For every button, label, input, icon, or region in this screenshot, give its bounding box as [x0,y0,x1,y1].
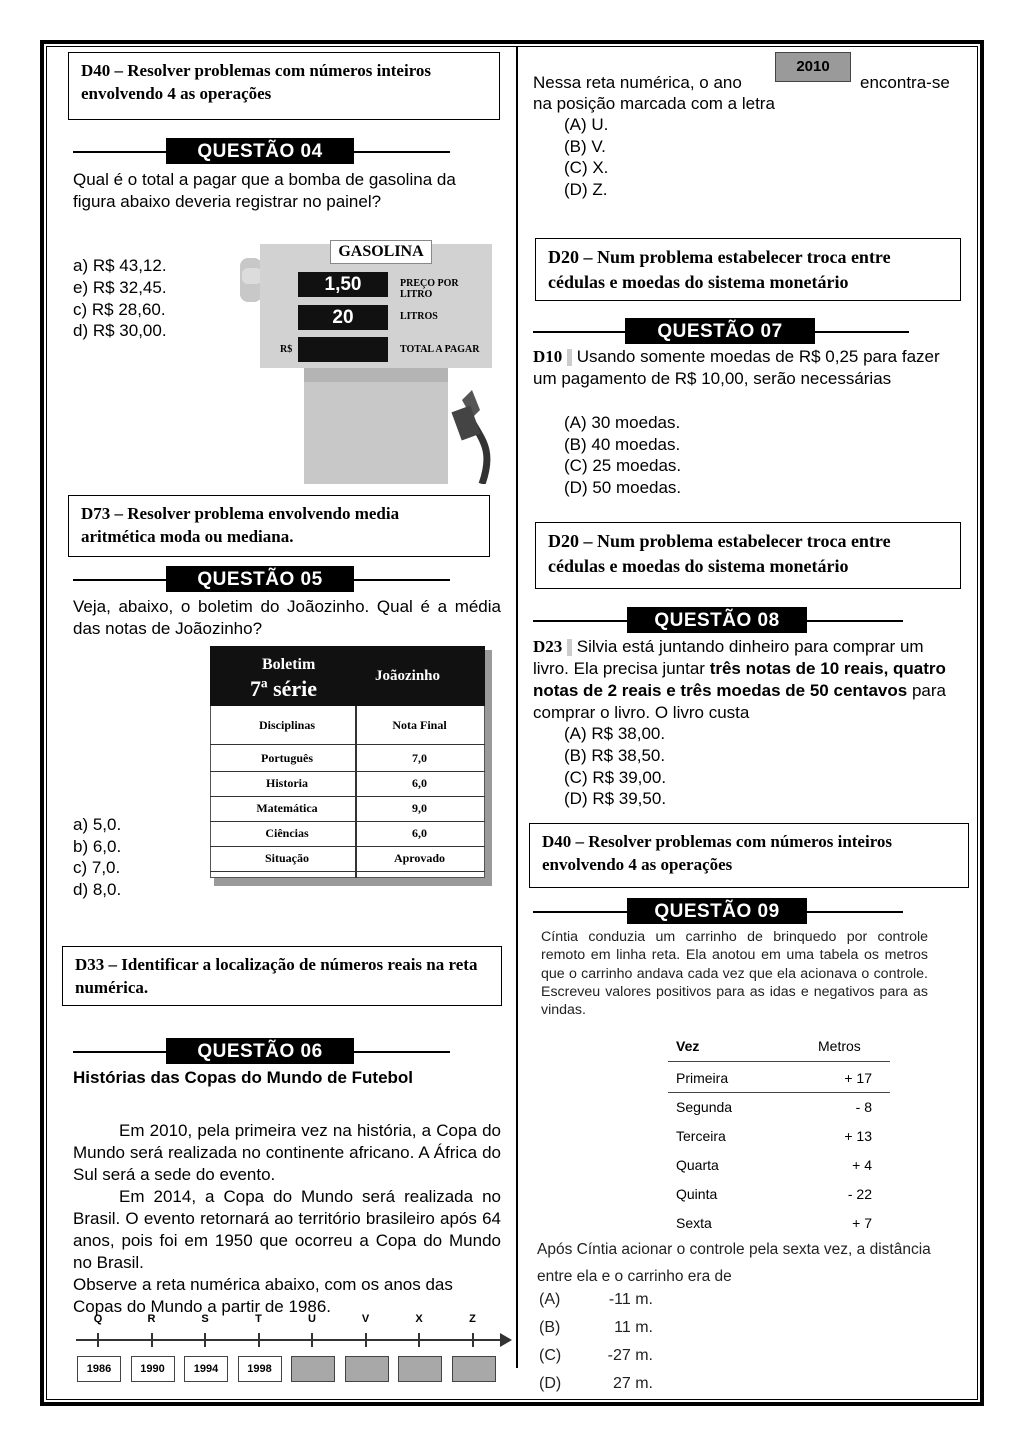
number-line-letter: Q [93,1313,103,1325]
report-row [210,821,485,847]
question-04-text: Qual é o total a pagar que a bomba de gasolina da figura abaixo deveria registrar no painel? [73,170,456,211]
question-09-text: Cíntia conduzia um carrinho de brinquedo por controle remoto em linha reta. Ela anotou em uma tabela os metros que o carrinho andava cada vez que ela acionava o controle. Escreveu valores positivos para as idas e negativos para as vindas. [541,929,928,1019]
q6-option-a[interactable]: (A) U. [564,115,609,134]
q9-table [668,1032,890,1242]
q7-code: D10 [533,347,563,366]
report-row [210,771,485,797]
q9-row-metros: + 13 [844,1128,872,1144]
q4-option-d[interactable]: d) R$ 30,00. [73,321,167,340]
report-student-name: Joãozinho [375,668,441,684]
q8-option-a[interactable]: (A) R$ 38,00. [564,724,666,743]
number-line-year-box: 1990 [131,1356,175,1382]
q9-row-metros: + 17 [844,1070,872,1086]
q9-row-vez: Segunda [676,1099,733,1115]
q5-option-c[interactable]: c) 7,0. [73,858,121,877]
q8-bold-3: centavos [833,681,908,700]
q9-row-vez: Primeira [676,1070,729,1086]
pump-title: GASOLINA [330,240,432,264]
number-line-letter: S [201,1313,209,1325]
number-line-tick [311,1333,313,1347]
number-line-letter: X [415,1313,423,1325]
pump-total-label: TOTAL A PAGAR [400,344,480,355]
question-06-paragraph-3: Observe a reta numérica abaixo, com os anos das Copas do Mundo a partir de 1986. [73,1275,453,1316]
pump-liters-display: 20 [298,305,388,330]
report-grade: 6,0 [412,776,427,790]
question-05-label: QUESTÃO 05 [166,566,354,592]
q8-bold-1: três notas de 10 reais, [709,659,889,678]
q7-text-first: Usando somente moedas de R$ 0,25 para [576,347,898,366]
number-line-letter: Z [469,1313,476,1325]
q9-col-metros: Metros [818,1038,861,1054]
q9-row-metros: + 4 [852,1157,872,1173]
q9-row-separator [668,1092,890,1093]
report-subject: Situação [264,851,309,865]
report-subject: Português [261,751,313,765]
descriptor-d40: D40 – Resolver problemas com números inteiros envolvendo 4 as operações [68,52,500,120]
number-line-blank-box [452,1356,496,1382]
q8-option-c[interactable]: (C) R$ 39,00. [564,768,667,787]
q9-option-value: -27 m. [607,1347,653,1364]
q6-continuation-text-a: Nessa reta numérica, o ano [533,73,742,92]
question-06-paragraph-1: Em 2010, pela primeira vez na história, a Copa do Mundo será realizada no continente africano. A África do Sul será a sede do evento. [73,1121,501,1184]
number-line-blank-box [291,1356,335,1382]
report-col-nota: Nota Final [392,718,447,732]
report-grade: 6,0 [412,826,427,840]
question-07-text [533,346,963,390]
q8-bold-2: quatro notas de 2 reais e três moedas de 50 [533,659,946,700]
pump-price-label: PREÇO POR LITRO [400,278,459,300]
q9-option[interactable] [539,1319,653,1337]
q8-option-d[interactable]: (D) R$ 39,50. [564,789,667,808]
q7-option-a[interactable]: (A) 30 moedas. [564,413,681,432]
number-line-tick [418,1333,420,1347]
report-grade: 9,0 [412,801,427,815]
q5-option-b[interactable]: b) 6,0. [73,837,122,856]
number-line-blank-box [398,1356,442,1382]
question-09-header [533,898,903,924]
question-06-title: Histórias das Copas do Mundo de Futebol [73,1068,414,1087]
question-05-header [73,566,450,592]
q9-option-letter: (C) [539,1347,562,1364]
q9-row-vez: Quarta [676,1157,719,1173]
descriptor-d40-b: D40 – Resolver problemas com números inteiros envolvendo 4 as operações [529,823,969,888]
q8-option-b[interactable]: (B) R$ 38,50. [564,746,666,765]
report-row [210,796,485,822]
number-line-year-box: 1994 [184,1356,228,1382]
number-line-tick [204,1333,206,1347]
report-subject: Ciências [265,826,309,840]
q6-option-d[interactable]: (D) Z. [564,180,608,199]
q5-option-a[interactable]: a) 5,0. [73,815,122,834]
q7-option-b[interactable]: (B) 40 moedas. [564,435,681,454]
q6-option-b[interactable]: (B) V. [564,137,606,156]
q9-option-letter: (B) [539,1319,561,1336]
q8-text-2: um livro. Ela precisa juntar [533,637,924,678]
report-row [210,846,485,872]
question-06-header [73,1038,450,1064]
number-line-letter: R [147,1313,156,1325]
q8-text-end: para comprar o livro. O livro custa [533,681,946,722]
pump-price-display: 1,50 [298,272,388,297]
report-col-disciplinas: Disciplinas [258,718,315,732]
report-card [210,646,490,886]
q7-option-d[interactable]: (D) 50 moedas. [564,478,682,497]
number-line-year-box: 1986 [77,1356,121,1382]
q7-option-c[interactable]: (C) 25 moedas. [564,456,682,475]
number-line-letter: T [255,1313,262,1325]
number-line-letter: V [361,1313,370,1325]
descriptor-d73: D73 – Resolver problema envolvendo media aritmética moda ou mediana. [68,495,490,557]
number-line-tick [365,1333,367,1347]
question-07-label: QUESTÃO 07 [625,318,815,344]
question-06-label: QUESTÃO 06 [166,1038,354,1064]
q9-option-value: 11 m. [614,1319,653,1336]
q8-text-first: Silvia está juntando dinheiro para comprar [576,637,896,656]
year-box-2010: 2010 [775,52,851,82]
number-line-year-box: 1998 [238,1356,282,1382]
pump-currency-label: R$ [280,344,293,355]
q4-option-e[interactable]: e) R$ 32,45. [73,278,167,297]
gas-pump-illustration [232,240,492,484]
pump-liters-label: LITROS [400,311,438,322]
column-divider [516,46,518,1368]
q6-option-c[interactable]: (C) X. [564,158,609,177]
descriptor-d20-a: D20 – Num problema estabelecer troca entre cédulas e moedas do sistema monetário [535,238,961,301]
q9-col-vez: Vez [676,1038,700,1054]
q9-option[interactable] [539,1375,653,1393]
question-08-label: QUESTÃO 08 [627,607,807,633]
q9-option[interactable] [539,1291,653,1309]
q9-row-vez: Quinta [676,1186,718,1202]
q5-option-d[interactable]: d) 8,0. [73,880,122,899]
number-line-tick [151,1333,153,1347]
report-title-line1: Boletim [262,656,316,673]
q9-option-value: 27 m. [612,1375,653,1392]
q6-continuation-text-b: encontra-se [860,73,950,92]
q9-row-metros: - 8 [855,1099,872,1115]
report-title-line2: 7ª série [250,676,318,701]
q9-option-letter: (D) [539,1375,562,1392]
report-subject: Historia [266,776,308,790]
q6-continuation-text-c: na posição marcada com a letra [533,94,775,113]
number-line-tick [472,1333,474,1347]
question-04-header [73,138,450,164]
q9-option-value: -11 m. [608,1291,653,1308]
question-09-label: QUESTÃO 09 [627,898,807,924]
q9-option[interactable] [539,1347,653,1365]
report-subject: Matemática [256,801,318,815]
pump-total-display [298,337,388,362]
q9-row-metros: + 7 [852,1215,872,1231]
q4-option-c[interactable]: c) R$ 28,60. [73,300,166,319]
report-row [210,746,485,772]
report-grade: Aprovado [393,851,446,865]
descriptor-d20-b: D20 – Num problema estabelecer troca entre cédulas e moedas do sistema monetário [535,522,961,589]
question-04-label: QUESTÃO 04 [166,138,354,164]
q7-text-rest: fazer um pagamento de R$ 10,00, serão necessárias [533,347,940,388]
question-07-header [533,318,909,344]
q9-option-letter: (A) [539,1291,561,1308]
question-09-question: Após Cíntia acionar o controle pela sexta vez, a distância entre ela e o carrinho era de [537,1241,931,1285]
number-line-tick [258,1333,260,1347]
q8-code: D23 [533,637,563,656]
report-header [210,646,485,706]
q9-row-vez: Terceira [676,1128,726,1144]
question-08-text [533,636,963,724]
question-08-header [533,607,903,633]
number-line-tick [97,1333,99,1347]
report-grade: 7,0 [412,751,427,765]
number-line [76,1313,516,1385]
question-06-paragraph-2: Em 2014, a Copa do Mundo será realizada no Brasil. O evento retornará ao território brasileiro após 64 anos, pois foi em 1950 que ocorreu a Copa do Mundo no Brasil. [73,1187,501,1272]
descriptor-d33: D33 – Identificar a localização de números reais na reta numérica. [62,946,502,1006]
number-line-blank-box [345,1356,389,1382]
number-line-letter: U [308,1313,316,1325]
q9-row-metros: - 22 [847,1186,872,1202]
q9-row-vez: Sexta [676,1215,712,1231]
question-05-text: Veja, abaixo, o boletim do Joãozinho. Qual é a média das notas de Joãozinho? [73,597,501,638]
q4-option-a[interactable]: a) R$ 43,12. [73,256,167,275]
